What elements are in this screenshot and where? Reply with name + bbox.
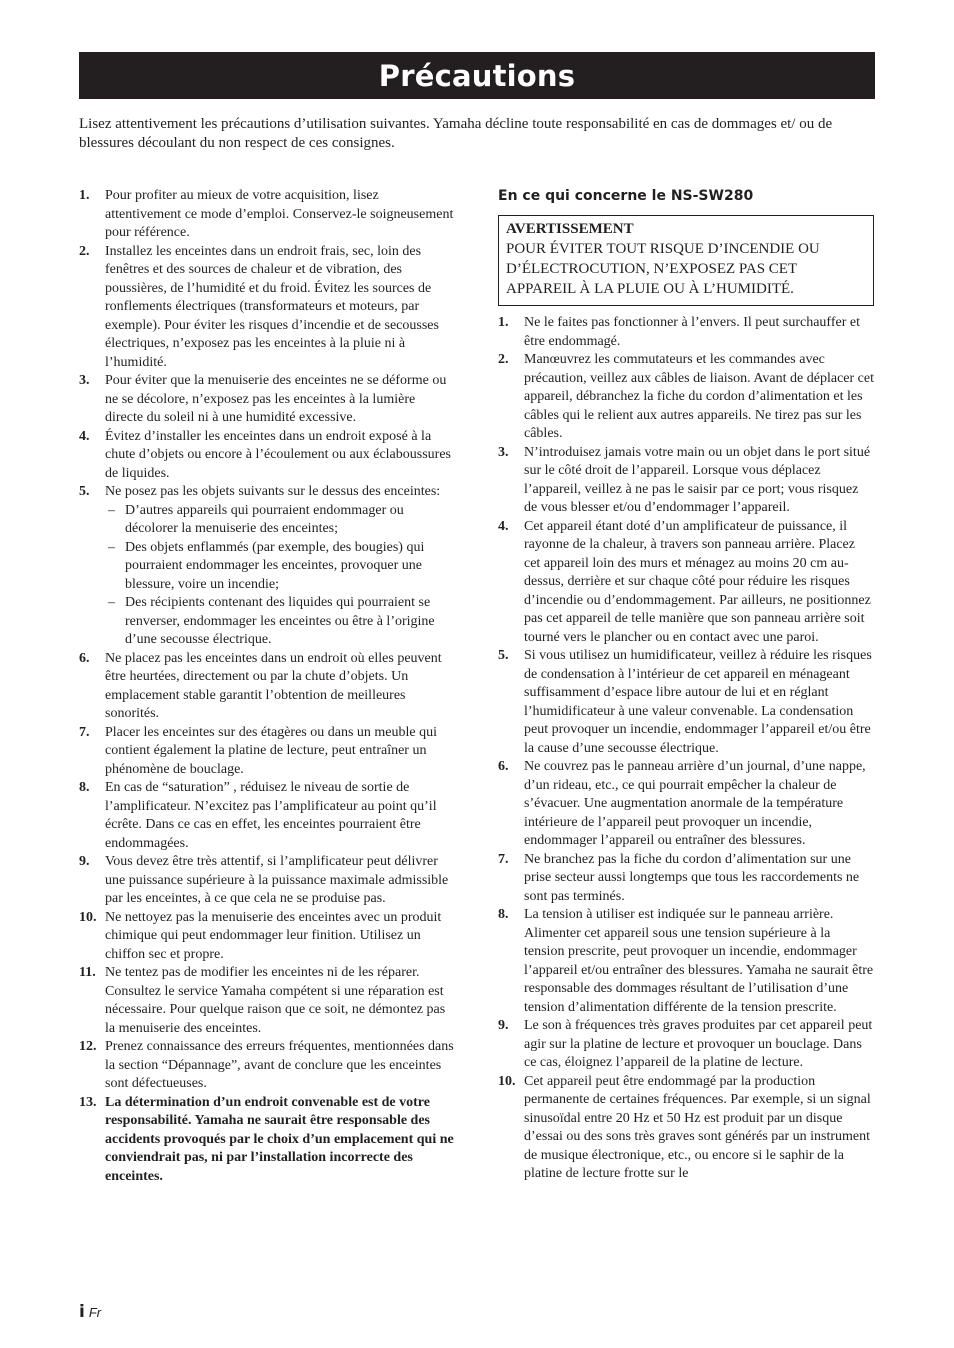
item-number: 3.: [498, 444, 509, 460]
item-number: 1.: [79, 188, 90, 203]
dash-marker: –: [108, 595, 115, 610]
list-item: [79, 243, 455, 373]
item-number: 4.: [79, 428, 90, 444]
sub-list-item: [108, 502, 455, 539]
warning-body: POUR ÉVITER TOUT RISQUE D’INCENDIE OU D’ÉLECTROCUTION, N’EXPOSEZ PAS CET APPAREIL À LA PLUIE OU À L’HUMIDITÉ.: [506, 241, 820, 297]
item-text: Si vous utilisez un humidificateur, veillez à réduire les risques de condensation à l’intérieur de cet appareil en ménageant suffisamment d’espace libre autour de lui et en réglant l’humidificateur à une valeur convenable. La condensation peut provoquer un incendie, endommager l’appareil et/ou être la cause d’une secousse électrique.: [524, 648, 872, 756]
item-text: Manœuvrez les commutateurs et les commandes avec précaution, veillez aux câbles de liaison. Avant de déplacer cet appareil, débranchez la fiche du cordon d’alimentation et les câbles qui le relient aux autres appareils. Ne tirez pas sur les câbles.: [524, 352, 874, 441]
list-item: [79, 1094, 455, 1187]
section-heading: En ce qui concerne le NS-SW280: [498, 188, 754, 204]
sub-list: [105, 502, 455, 650]
item-text: N’introduisez jamais votre main ou un objet dans le port situé sur le côté droit de l’appareil. Lorsque vous déplacez l’appareil, veillez à ne pas le saisir par ce port; vous risquez de vous blesser et/ou d’endommager l’appareil.: [524, 444, 871, 515]
item-text: Cet appareil peut être endommagé par la production permanente de certaines fréquences. Par exemple, si un signal sinusoïdal entre 20 Hz et 50 Hz est produit par un disque d’essai ou des sons très graves sont générés par un instrument de musique électronique, etc., ou encore si le saphir de la platine de lecture frotte sur le: [524, 1073, 871, 1181]
warning-title: AVERTISSEMENT: [506, 221, 634, 237]
sub-list-item: [108, 539, 455, 595]
page-footer: [79, 1302, 101, 1322]
item-number: 10.: [498, 1073, 516, 1089]
item-text: La tension à utiliser est indiquée sur le panneau arrière. Alimenter cet appareil sous une tension supérieure à la tension prescrite, peut provoquer un incendie, endommager l’appareil et/ou entraîner des blessures. Yamaha ne saurait être responsable des dommages résultant de l’utilisation d’une tension d’alimentation différente de la tension prescrite.: [524, 907, 874, 1015]
list-item: [498, 314, 874, 351]
list-item: [498, 518, 874, 648]
list-item: [79, 483, 455, 650]
item-number: 5.: [498, 648, 509, 663]
item-text: Vous devez être très attentif, si l’amplificateur peut délivrer une puissance supérieure à la puissance maximale admissible par les enceintes, à ce que cela ne se produise pas.: [105, 854, 449, 906]
intro-paragraph: Lisez attentivement les précautions d’utilisation suivantes. Yamaha décline toute responsabilité en cas de dommages et/ ou de blessures découlant du non respect de ces consignes.: [79, 116, 833, 151]
list-item: [79, 650, 455, 724]
item-text: Le son à fréquences très graves produites par cet appareil peut agir sur la platine de lecture et provoquer un bouclage. Dans ce cas, éloignez l’appareil de la platine de lecture.: [524, 1018, 873, 1070]
item-text: Ne le faites pas fonctionner à l’envers. Il peut surchauffer et être endommagé.: [524, 315, 860, 349]
item-number: 9.: [498, 1018, 509, 1033]
sub-item-text: Des récipients contenant des liquides qui pourraient se renverser, endommager les enceintes ou être à l’origine d’une secousse électrique.: [125, 595, 435, 647]
item-text: Ne posez pas les objets suivants sur le dessus des enceintes:: [105, 484, 441, 499]
item-text: Ne couvrez pas le panneau arrière d’un journal, d’une nappe, d’un rideau, etc., ce qui pourrait empêcher la chaleur de s’évacuer. Une augmentation anormale de la température intérieure de l’appareil peut provoquer un incendie, endommager l’appareil ou entraîner des blessures.: [524, 759, 866, 848]
title-bar: [79, 52, 875, 99]
item-number: 11.: [79, 965, 96, 980]
item-text: Ne tentez pas de modifier les enceintes ni de les réparer. Consultez le service Yamaha compétent si une réparation est nécessaire. Pour quelque raison que ce soit, ne démontez pas la menuiserie des enceintes.: [105, 965, 446, 1036]
item-number: 4.: [498, 518, 509, 534]
item-number: 6.: [79, 650, 90, 666]
dash-marker: –: [108, 502, 115, 518]
warning-box: [498, 215, 874, 306]
item-number: 10.: [79, 909, 97, 925]
list-item: [79, 372, 455, 428]
sub-item-text: Des objets enflammés (par exemple, des bougies) qui pourraient endommager les enceintes, provoquer une blessure, voire un incendie;: [125, 539, 425, 592]
sub-list-item: [108, 594, 455, 650]
item-number: 7.: [79, 724, 90, 740]
item-number: 6.: [498, 759, 509, 774]
item-number: 9.: [79, 854, 90, 869]
item-text: Cet appareil étant doté d’un amplificateur de puissance, il rayonne de la chaleur, à travers son panneau arrière. Placez cet appareil loin des murs et ménagez au moins 20 cm au-dessus, derrière et sur chaque côté pour réduire les risques d’incendie ou d’endommagement. Par ailleurs, ne positionnez pas cet appareil de telle manière que son panneau arrière soit tourné vers le plancher ou en contact avec une paroi.: [524, 518, 871, 645]
left-precautions-list: [79, 187, 455, 1186]
item-text: La détermination d’un endroit convenable est de votre responsabilité. Yamaha ne saurait être responsable des accidents provoqués par le choix d’un emplacement qui ne conviendrait pas, ni par l’installation incorrecte des enceintes.: [105, 1094, 454, 1184]
item-number: 5.: [79, 484, 90, 499]
item-number: 8.: [79, 780, 90, 795]
item-text: En cas de “saturation” , réduisez le niveau de sortie de l’amplificateur. N’excitez pas l’amplificateur au point qu’il écrête. Dans ce cas en effet, les enceintes pourraient être endommagées.: [105, 780, 437, 851]
dash-marker: –: [108, 539, 115, 555]
list-item: [79, 724, 455, 780]
item-text: Ne nettoyez pas la menuiserie des enceintes avec un produit chimique qui peut endommager leur finition. Utilisez un chiffon sec et propre.: [105, 909, 442, 962]
item-number: 1.: [498, 315, 509, 330]
language-code: Fr: [88, 1305, 102, 1320]
page-title: Précautions: [378, 58, 576, 93]
item-text: Prenez connaissance des erreurs fréquentes, mentionnées dans la section “Dépannage”, avant de conclure que les enceintes sont défectueuses.: [105, 1039, 454, 1091]
sub-item-text: D’autres appareils qui pourraient endommager ou décolorer la menuiserie des enceintes;: [125, 502, 404, 536]
list-item: [79, 1038, 455, 1094]
item-text: Ne branchez pas la fiche du cordon d’alimentation sur une prise secteur aussi longtemps que tous les raccordements ne sont pas terminés.: [524, 851, 860, 904]
item-text: Placer les enceintes sur des étagères ou dans un meuble qui contient également la platine de lecture, peut entraîner un phénomène de bouclage.: [105, 724, 438, 777]
item-number: 3.: [79, 373, 90, 388]
left-column: [79, 187, 455, 1186]
right-precautions-list: [498, 314, 874, 1184]
item-number: 8.: [498, 907, 509, 922]
list-item: [498, 647, 874, 758]
list-item: [79, 779, 455, 853]
item-number: 2.: [498, 352, 509, 367]
item-text: Pour éviter que la menuiserie des enceintes ne se déforme ou ne se décolore, n’exposez pas les enceintes à la lumière directe du soleil ni à une humidité excessive.: [105, 373, 447, 425]
item-number: 2.: [79, 243, 90, 259]
list-item: [79, 187, 455, 243]
item-number: 13.: [79, 1094, 97, 1110]
list-item: [79, 853, 455, 909]
list-item: [498, 906, 874, 1017]
list-item: [79, 909, 455, 965]
item-text: Installez les enceintes dans un endroit frais, sec, loin des fenêtres et des sources de chaleur et de vibration, des poussières, de l’humidité et du froid. Évitez les sources de ronflements électriques (transformateurs et moteurs, par exemple). Pour éviter les risques d’incendie et de secousses électriques, n’exposez pas les enceintes à la pluie ni à l’humidité.: [105, 243, 439, 370]
item-number: 7.: [498, 851, 509, 867]
list-item: [79, 964, 455, 1038]
list-item: [498, 444, 874, 518]
list-item: [498, 758, 874, 851]
list-item: [79, 428, 455, 484]
list-item: [498, 851, 874, 907]
item-text: Ne placez pas les enceintes dans un endroit où elles peuvent être heurtées, directement ou par la chute d’objets. Un emplacement stable garantit l’obtention de meilleures sonorités.: [105, 650, 442, 721]
item-text: Évitez d’installer les enceintes dans un endroit exposé à la chute d’objets ou encore à l’écoulement ou aux éclaboussures de liquides.: [105, 428, 451, 481]
item-number: 12.: [79, 1039, 97, 1054]
page-number: i: [79, 1302, 85, 1322]
list-item: [498, 1017, 874, 1073]
item-text: Pour profiter au mieux de votre acquisition, lisez attentivement ce mode d’emploi. Conservez-le soigneusement pour référence.: [105, 188, 454, 240]
list-item: [498, 351, 874, 444]
list-item: [498, 1073, 874, 1184]
right-column: [498, 187, 874, 1184]
